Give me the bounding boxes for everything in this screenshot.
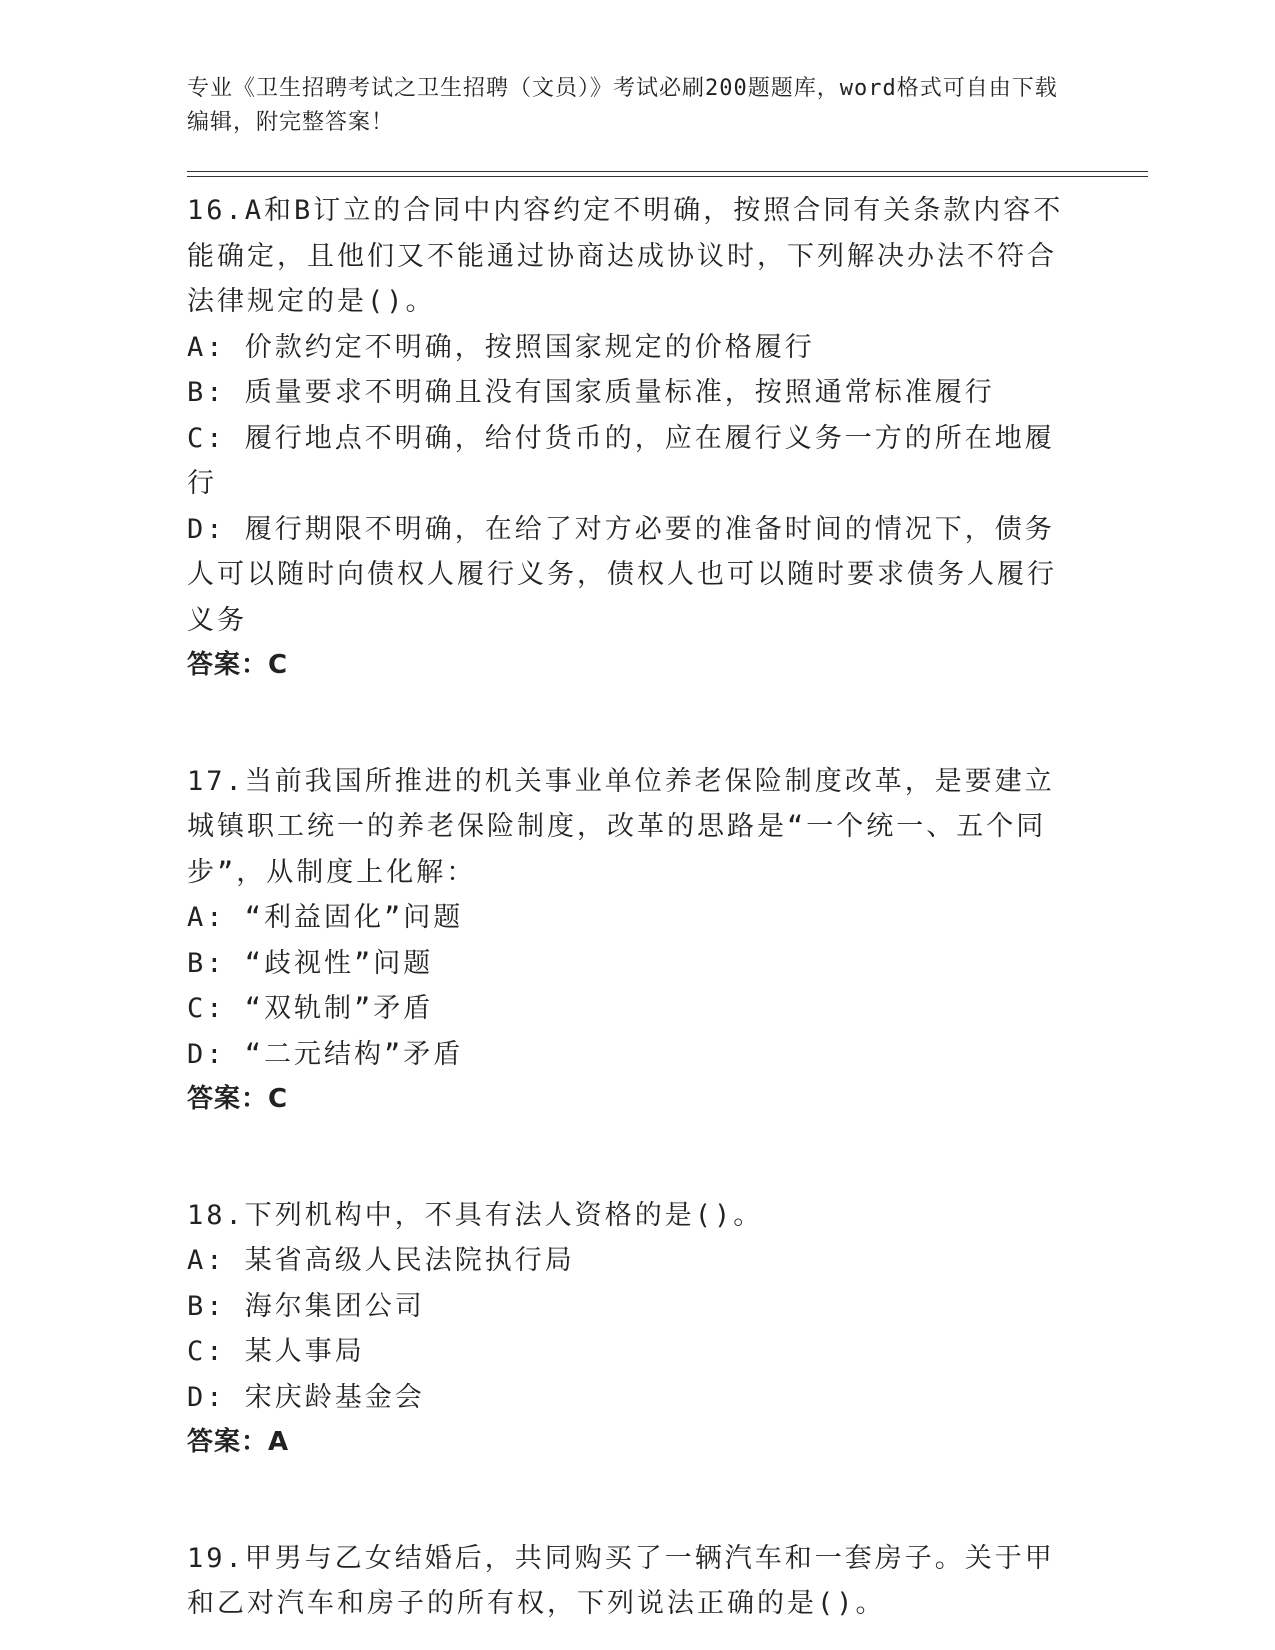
option-d: D: 履行期限不明确，在给了对方必要的准备时间的情况下，债务人可以随时向债权人履行义务，债权人也可以随时要求债务人履行义务: [187, 513, 1057, 636]
option-d: D: “二元结构”矛盾: [187, 1038, 464, 1070]
header-rule-bottom: [187, 176, 1148, 177]
question-17: [187, 759, 1067, 1123]
question-stem: 17.当前我国所推进的机关事业单位养老保险制度改革，是要建立城镇职工统一的养老保险制度，改革的思路是“一个统一、五个同步”，从制度上化解：: [187, 765, 1055, 888]
question-16: [187, 188, 1067, 689]
answer: 答案：C: [187, 1084, 289, 1114]
question-stem: 16.A和B订立的合同中内容约定不明确，按照合同有关条款内容不能确定，且他们又不能通过协商达成协议时，下列解决办法不符合法律规定的是()。: [187, 195, 1064, 317]
option-b: B: 海尔集团公司: [187, 1290, 425, 1322]
header-text: 专业《卫生招聘考试之卫生招聘（文员）》考试必刷200题题库，word格式可自由下载编辑，附完整答案！: [187, 76, 1058, 135]
option-a: A: 价款约定不明确，按照国家规定的价格履行: [187, 331, 815, 363]
option-c: C: 某人事局: [187, 1336, 365, 1367]
option-a: A: 某省高级人民法院执行局: [187, 1245, 575, 1276]
document-header: [187, 72, 1067, 140]
option-b: B: 质量要求不明确且没有国家质量标准，按照通常标准履行: [187, 377, 995, 408]
question-stem: 18.下列机构中，不具有法人资格的是()。: [187, 1199, 764, 1231]
option-b: B: “歧视性”问题: [187, 947, 434, 979]
option-a: A: “利益固化”问题: [187, 902, 464, 933]
question-18: [187, 1193, 1067, 1466]
option-c: C: 履行地点不明确，给付货币的，应在履行义务一方的所在地履行: [187, 422, 1055, 499]
header-rule-top: [187, 171, 1148, 172]
question-19: [187, 1536, 1067, 1627]
question-stem: 19.甲男与乙女结婚后，共同购买了一辆汽车和一套房子。关于甲和乙对汽车和房子的所有权，下列说法正确的是()。: [187, 1542, 1055, 1619]
option-d: D: 宋庆龄基金会: [187, 1381, 425, 1413]
option-c: C: “双轨制”矛盾: [187, 993, 434, 1024]
answer: 答案：A: [187, 1427, 290, 1457]
answer: 答案：C: [187, 650, 289, 680]
question-list: [187, 188, 1067, 1627]
